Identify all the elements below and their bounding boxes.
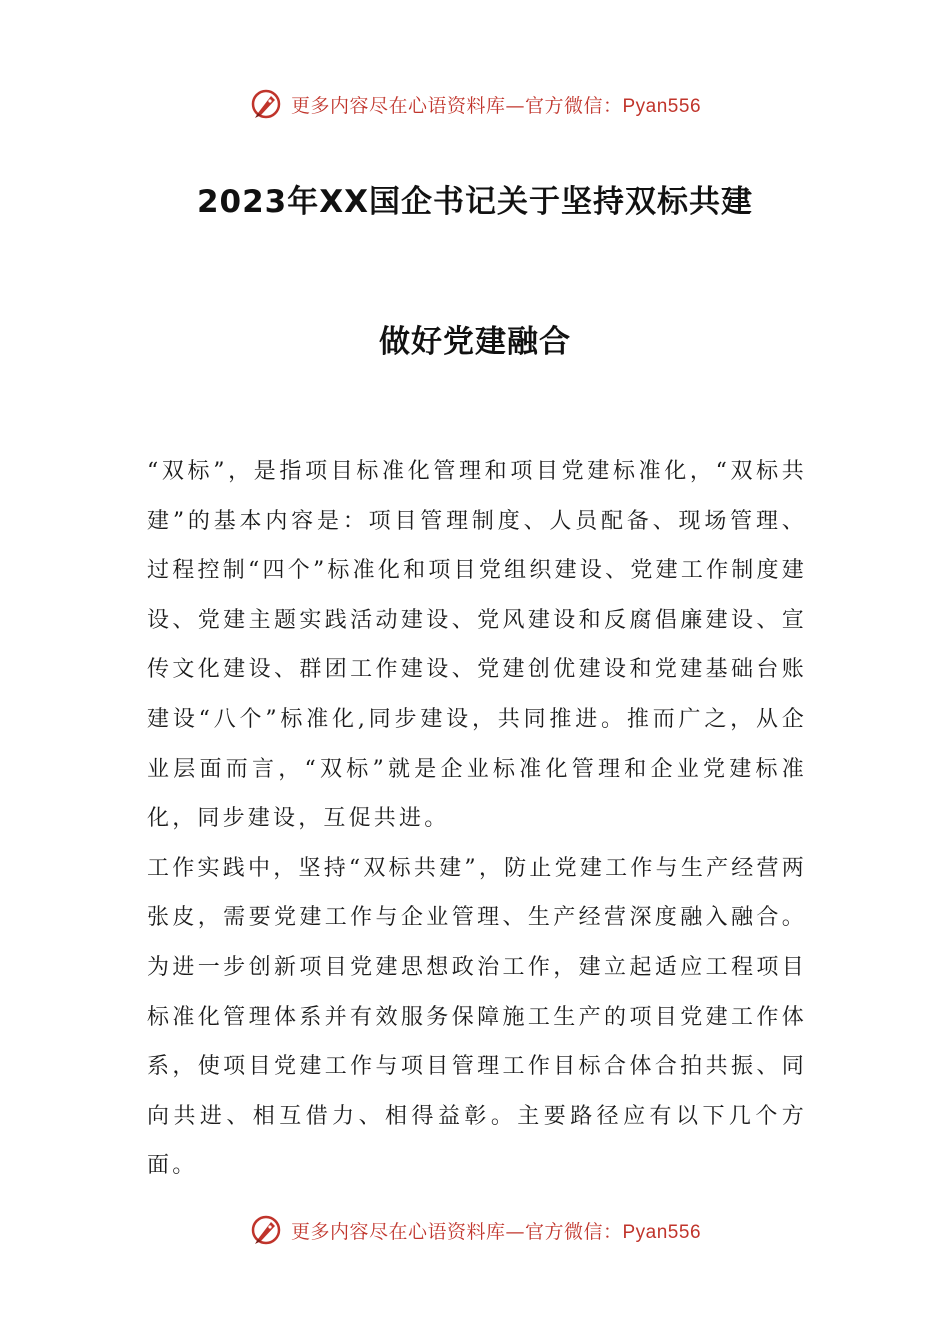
- body-paragraph-1: “双标”，是指项目标准化管理和项目党建标准化，“双标共建”的基本内容是：项目管理制度、人员配备、现场管理、过程控制“四个”标准化和项目党组织建设、党建工作制度建设、党建主题实践活动建设、党风建设和反腐倡廉建设、宣传文化建设、群团工作建设、党建创优建设和党建基础台账建设“八个”标准化,同步建设，共同推进。推而广之，从企业层面而言，“双标”就是企业标准化管理和企业党建标准化，同步建设，互促共进。: [147, 459, 807, 832]
- watermark-wechat-id: Pyan556: [622, 95, 702, 117]
- watermark-text: [291, 91, 701, 118]
- watermark-label: 更多内容尽在心语资料库—官方微信：: [290, 1220, 623, 1243]
- watermark-label: 更多内容尽在心语资料库—官方微信：: [290, 94, 623, 117]
- header-watermark: [0, 82, 950, 126]
- watermark-wechat-id: Pyan556: [622, 1221, 702, 1243]
- pen-nib-circle-icon: [249, 87, 283, 121]
- document-title-line-2: 做好党建融合: [379, 324, 571, 360]
- watermark-text: [291, 1217, 701, 1244]
- document-body: [147, 447, 807, 1191]
- body-paragraph-2: 工作实践中，坚持“双标共建”，防止党建工作与生产经营两张皮，需要党建工作与企业管理、生产经营深度融入融合。为进一步创新项目党建思想政治工作，建立起适应工程项目标准化管理体系并有效服务保障施工生产的项目党建工作体系，使项目党建工作与项目管理工作目标合体合拍共振、同向共进、相互借力、相得益彰。主要路径应有以下几个方面。: [147, 855, 807, 1179]
- footer-watermark: [0, 1208, 950, 1252]
- document-title-line-1: 2023年XX国企书记关于坚持双标共建: [196, 184, 754, 220]
- pen-nib-circle-icon: [249, 1213, 283, 1247]
